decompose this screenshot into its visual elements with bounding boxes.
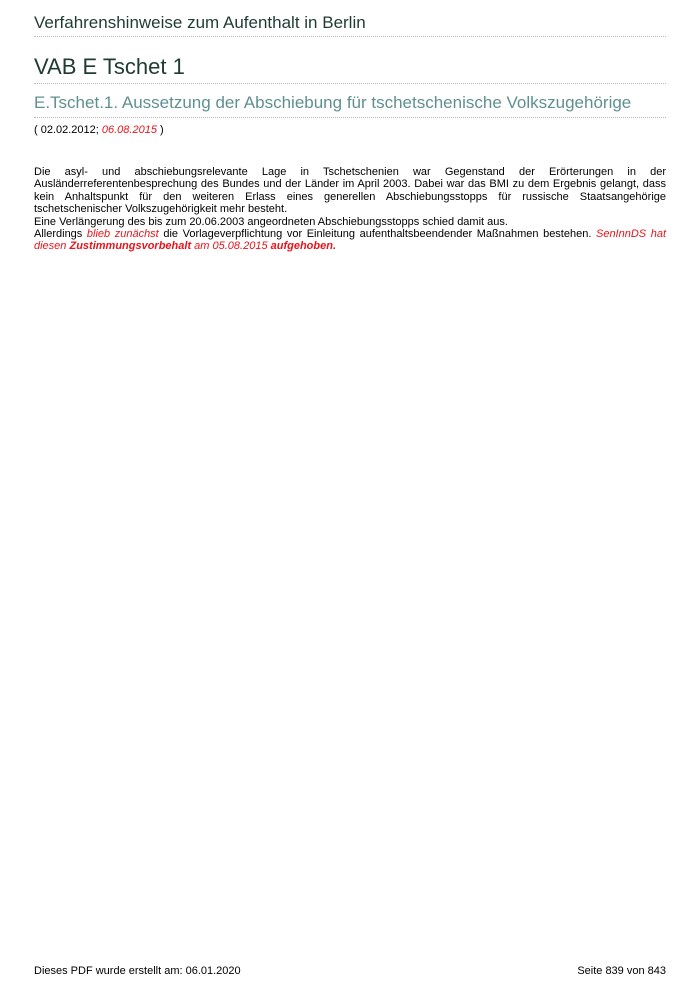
dates-open: ( 02.02.2012;	[34, 124, 102, 136]
paragraph-extension: Eine Verlängerung des bis zum 20.06.2003 angeordneten Abschiebungsstopps schied damit aus.	[34, 215, 508, 228]
amendment-text-2: am 05.08.2015	[191, 240, 271, 253]
version-dates	[34, 124, 164, 136]
section-divider	[34, 117, 666, 118]
amendment-keyword-2: aufgehoben.	[270, 240, 337, 253]
dates-close: )	[156, 124, 164, 136]
amendment-date: 06.08.2015	[101, 124, 157, 136]
document-page	[34, 0, 666, 990]
reservation-text-2: die Vorlageverpflichtung vor Einleitung aufenthaltsbeendender Maßnahmen bestehen.	[158, 228, 596, 241]
header-divider	[34, 36, 666, 37]
title-divider	[34, 83, 666, 84]
footer-created-date: Dieses PDF wurde erstellt am: 06.01.2020	[34, 965, 241, 977]
paragraph-situation: Die asyl- und abschiebungsrelevante Lage in Tschetschenien war Gegenstand der Erörterungen in der Ausländerreferentenbesprechung des Bundes und der Länder im April 2003. Dabei war das BMI zu dem Ergebnis gelangt, dass kein Anhaltspunkt für den weiteren Erlass eines generellen Abschiebungsstopps für russische Staatsangehörige tschetschenischer Volkszugehörigkeit mehr besteht.	[34, 166, 666, 216]
body-text	[34, 166, 666, 253]
footer-page-number: Seite 839 von 843	[577, 965, 666, 977]
document-title: VAB E Tschet 1	[34, 54, 185, 79]
amended-phrase: blieb zunächst	[86, 228, 159, 241]
reservation-text-1: Allerdings	[34, 228, 87, 241]
section-title: E.Tschet.1. Aussetzung der Abschiebung für tschetschenische Volkszugehörige	[34, 93, 632, 112]
running-header-title: Verfahrenshinweise zum Aufenthalt in Berlin	[34, 13, 366, 32]
amendment-text-1: SenInnDS hat diesen	[34, 228, 667, 253]
paragraph-reservation	[34, 228, 666, 253]
amendment-keyword-1: Zustimmungsvorbehalt	[69, 240, 192, 253]
